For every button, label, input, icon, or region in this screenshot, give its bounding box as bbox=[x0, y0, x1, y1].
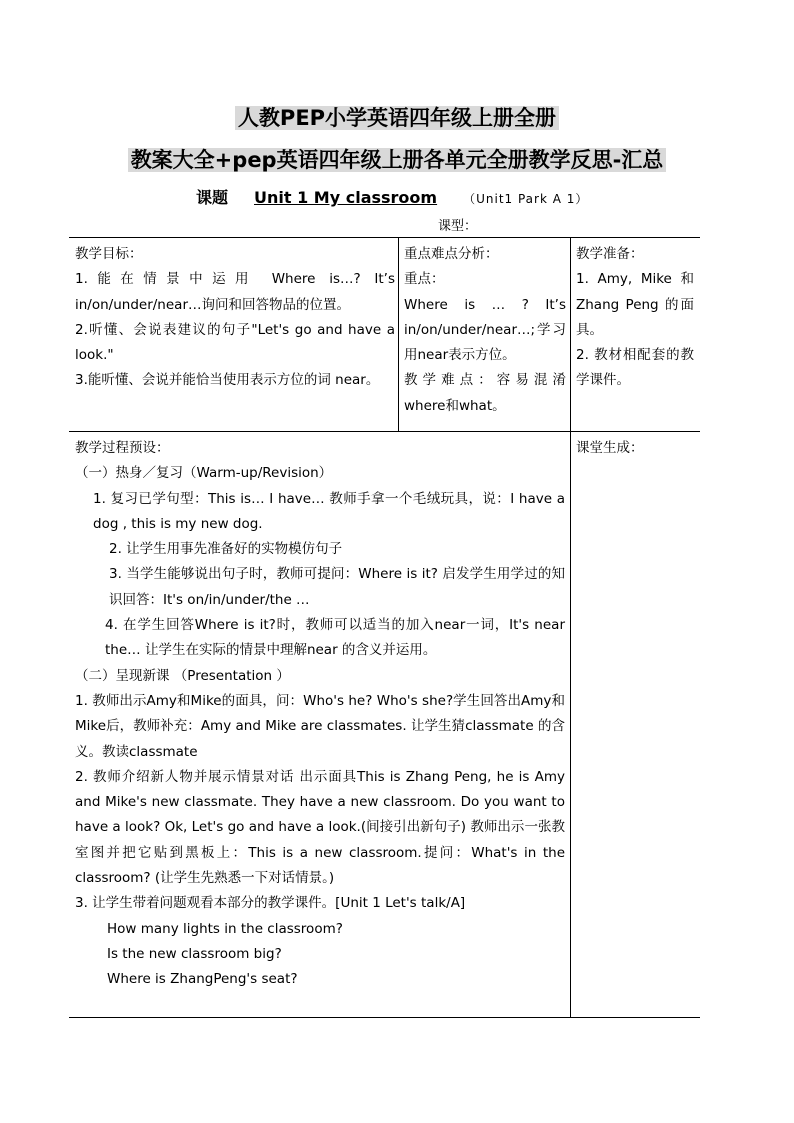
preparation-cell bbox=[576, 242, 694, 394]
teaching-goal-item: 1.能在情景中运用 Where is…? It’s in/on/under/near…询问和回答物品的位置。 bbox=[75, 271, 395, 313]
key-points-label: 重点： bbox=[404, 271, 445, 288]
lesson-subject bbox=[196, 188, 588, 209]
warmup-step: 3. 当学生能够说出句子时，教师可提问：Where is it? 启发学生用学过的知识回答：It's on/in/under/the … bbox=[109, 566, 565, 608]
teaching-goals-heading: 教学目标： bbox=[75, 246, 143, 262]
title-line-2-text: 教案大全+pep英语四年级上册各单元全册教学反思-汇总 bbox=[128, 148, 667, 172]
title-line-1 bbox=[0, 104, 794, 132]
key-points-heading: 重点难点分析： bbox=[404, 246, 499, 262]
discussion-question: How many lights in the classroom? bbox=[107, 920, 343, 937]
presentation-step: 3. 让学生带着问题观看本部分的教学课件。[Unit 1 Let's talk/A] bbox=[75, 895, 466, 912]
difficulty-text: 教学难点：容易混淆 where和what。 bbox=[404, 372, 566, 414]
table-border-bottom bbox=[69, 1017, 700, 1018]
warmup-step: 1. 复习已学句型：This is… I have… 教师手拿一个毛绒玩具，说：I have a dog , this is my new dog. bbox=[93, 490, 565, 532]
subject-unit: Unit 1 My classroom bbox=[254, 188, 438, 207]
lesson-type-label: 课型： bbox=[438, 219, 478, 234]
teaching-goal-item: 3.能听懂、会说并能恰当使用表示方位的词 near。 bbox=[75, 372, 380, 389]
teaching-goals-cell bbox=[75, 242, 395, 394]
table-column-divider-2 bbox=[570, 237, 571, 1018]
teaching-process-cell bbox=[75, 436, 565, 993]
title-line-2 bbox=[0, 146, 794, 174]
preparation-item: 1. Amy, Mike 和 Zhang Peng 的面具。 bbox=[576, 271, 694, 338]
presentation-step: 1. 教师出示Amy和Mike的面具，问：Who's he? Who's she?学生回答出Amy和Mike后，教师补充：Amy and Mike are classmates. 让学生猜classmate 的含义。教读classmate bbox=[75, 692, 565, 760]
presentation-step: 2. 教师介绍新人物并展示情景对话 出示面具This is Zhang Peng, he is Amy and Mike's new classmate. They have a new classroom. Do you want to have a look? Ok, Let's go and have a look.(间接引出新句子) 教师出示一张教室图并把它贴到黑板上：This is a new classroom.提问：What's in the classroom? (让学生先熟悉一下对话情景。) bbox=[75, 768, 565, 887]
warmup-title: （一）热身／复习（Warm-up/Revision） bbox=[75, 465, 333, 482]
discussion-question: Is the new classroom big? bbox=[107, 945, 282, 962]
table-column-divider-1 bbox=[398, 237, 399, 431]
process-heading: 教学过程预设： bbox=[75, 440, 170, 456]
table-row-divider bbox=[69, 431, 700, 432]
classroom-notes-cell bbox=[576, 436, 694, 461]
warmup-step: 2. 让学生用事先准备好的实物模仿句子 bbox=[109, 541, 343, 558]
subject-park: （Unit1 Park A 1） bbox=[463, 192, 589, 206]
classroom-notes-heading: 课堂生成： bbox=[576, 440, 644, 456]
preparation-heading: 教学准备： bbox=[576, 246, 644, 262]
discussion-question: Where is ZhangPeng's seat? bbox=[107, 971, 298, 988]
title-line-1-text: 人教PEP小学英语四年级上册全册 bbox=[235, 106, 559, 130]
key-points-cell bbox=[404, 242, 566, 419]
teaching-goal-item: 2.听懂、会说表建议的句子"Let's go and have a look." bbox=[75, 321, 395, 364]
warmup-step: 4. 在学生回答Where is it?时，教师可以适当的加入near一词，It's near the… 让学生在实际的情景中理解near 的含义并运用。 bbox=[105, 617, 565, 659]
preparation-item: 2. 教材相配套的教学课件。 bbox=[576, 347, 694, 389]
table-border-top bbox=[69, 237, 700, 238]
presentation-title: （二）呈现新课 （Presentation ） bbox=[75, 667, 290, 684]
lesson-plan-table bbox=[69, 237, 700, 1018]
key-points-text: Where is … ? It’s in/on/under/near…;学习用near表示方位。 bbox=[404, 296, 566, 364]
subject-label: 课题 bbox=[196, 188, 229, 207]
